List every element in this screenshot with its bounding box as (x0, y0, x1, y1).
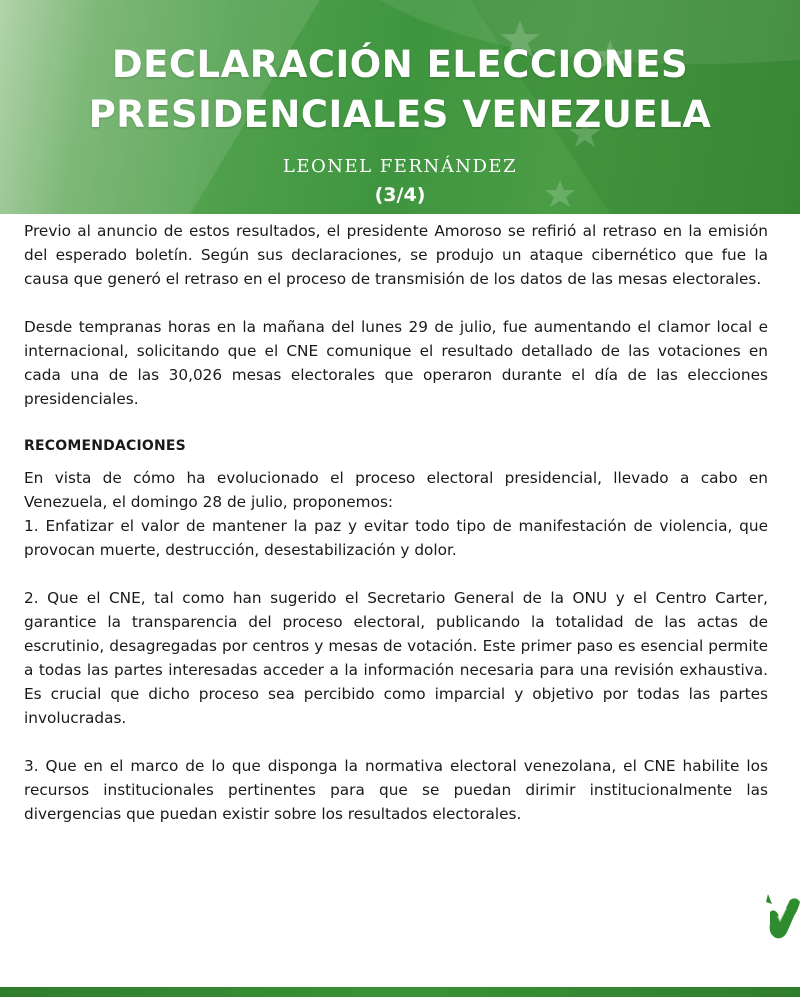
paragraph-2: Desde tempranas horas en la mañana del lunes 29 de julio, fue aumentando el clamor local e internacional, solicitando que el CNE comunique el resultado detallado de las votaciones en cada una de las 30,026 mesas electorales que operaron durante el día de las elecciones presidenciales. (24, 318, 768, 408)
header-banner (0, 0, 800, 214)
recommendation-3: 3. Que en el marco de lo que disponga la normativa electoral venezolana, el CNE habilite los recursos institucionales pertinentes para que se puedan dirimir institucionalmente las divergencias que puedan existir sobre los resultados electorales. (24, 757, 768, 823)
author-name: LEONEL FERNÁNDEZ (282, 156, 518, 177)
party-logo-icon (760, 890, 800, 942)
page-title (0, 40, 800, 140)
footer-bar (0, 987, 800, 997)
recommendations-intro: En vista de cómo ha evolucionado el proceso electoral presidencial, llevado a cabo en Venezuela, el domingo 28 de julio, proponemos: (24, 469, 768, 511)
title-line-2: PRESIDENCIALES VENEZUELA (88, 93, 712, 136)
document-body (24, 219, 768, 826)
section-heading: RECOMENDACIONES (24, 438, 186, 454)
paragraph-1: Previo al anuncio de estos resultados, el presidente Amoroso se refirió al retraso en la emisión del esperado boletín. Según sus declaraciones, se produjo un ataque cibernético que fue la causa que generó el retraso en el proceso de transmisión de los datos de las mesas electorales. (24, 222, 768, 288)
recommendation-2: 2. Que el CNE, tal como han sugerido el Secretario General de la ONU y el Centro Carter, garantice la transparencia del proceso electoral, publicando la totalidad de las actas de escrutinio, desagregadas por centros y mesas de votación. Este primer paso es esencial permite a todas las partes interesadas acceder a la información necesaria para una revisión exhaustiva. Es crucial que dicho proceso sea percibido como imparcial y objetivo por todas las partes involucradas. (24, 589, 768, 727)
part-indicator: (3/4) (374, 184, 426, 206)
title-line-1: DECLARACIÓN ELECCIONES (111, 43, 689, 86)
recommendation-1: 1. Enfatizar el valor de mantener la paz y evitar todo tipo de manifestación de violencia, que provocan muerte, destrucción, desestabilización y dolor. (24, 517, 768, 559)
